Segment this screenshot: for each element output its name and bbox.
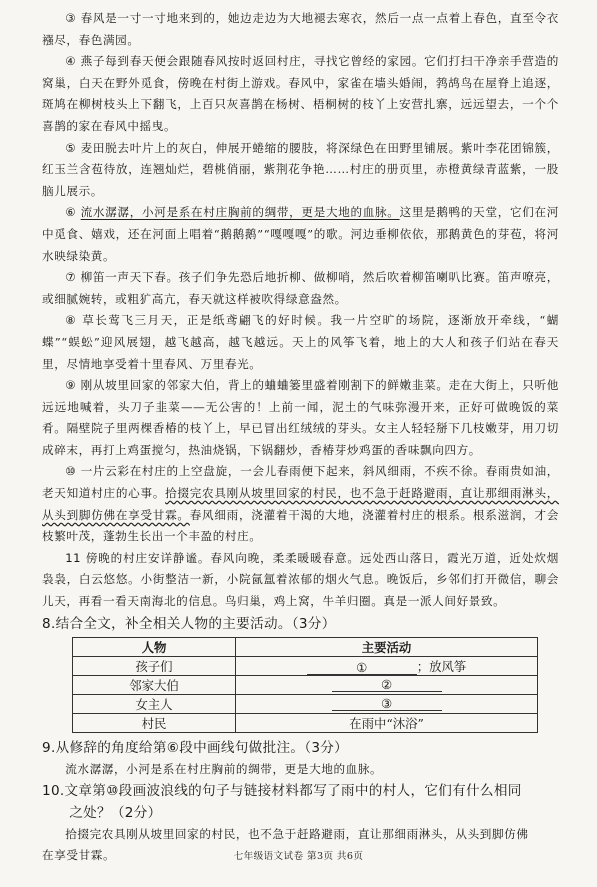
- header-activity: 主要活动: [236, 637, 538, 656]
- paragraph-4: ④ 燕子每到春天便会跟随春风按时返回村庄，寻找它曾经的家园。它们打扫干净亲手营造的窝巢，白天在野外觅食，傍晚在村街上游戏。春风中，家雀在墙头婚闹，鹁鸪鸟在屋脊上追逐，斑鸠在柳树枝头上下翻飞，上百只灰喜鹊在杨树、梧桐树的枝丫上安营扎寨，远远望去，一个个喜鹊的家在春风中摇曳。: [42, 54, 559, 133]
- activity-cell: [236, 675, 538, 694]
- table-row: [73, 713, 538, 732]
- table-header-row: [73, 637, 538, 656]
- paragraph-9: ⑨ 刚从坡里回家的邻家大伯，背上的蛐蛐篓里盛着刚割下的鲜嫩韭菜。走在大街上，只听他远远地喊着，头刀子韭菜——无公害的！上前一闻，泥土的气味弥漫开来，正好可做晚饭的菜肴。隔壁院子里两棵香椿的枝丫上，早已冒出红绒绒的芽头。女主人轻轻掰下几枝嫩芽，用刀切成碎末，再打上鸡蛋搅匀，热油烧锅，下锅翻炒，香椿芽炒鸡蛋的香味飘向四方。: [42, 378, 559, 457]
- paragraph-6: ⑥ 流水潺潺，小河是系在村庄胸前的绸带，更是大地的血脉。这里是鹅鸭的天堂，它们在河中觅食、嬉戏，还在河面上唱着“鹅鹅鹅”“嘎嘎嘎”的歌。河边垂柳依依，那鹅黄色的芽苞，将河水映绿染黄。: [42, 205, 559, 263]
- question-10-quote-line2: 在享受甘霖。: [42, 847, 116, 862]
- reading-passage: [42, 8, 559, 613]
- table-row: [73, 656, 538, 675]
- paragraph-10: ⑩ 一片云彩在村庄的上空盘旋，一会儿春雨便下起来，斜风细雨，不疾不徐。春雨贵如油，老天知道村庄的心事。拾掇完农具刚从坡里回家的村民，也不急于赶路避雨，直让那细雨淋头，从头到脚仿佛在享受甘霖。春风细雨，浇灌着干渴的大地，浇灌着村庄的根系。根系滋润，才会枝繁叶茂，蓬勃生长出一个丰盈的村庄。: [42, 464, 559, 544]
- activities-table: [72, 637, 538, 733]
- question-10-title-line1: 10.文章第⑩段画波浪线的句子与链接材料都写了雨中的村人，它们有什么相同: [42, 782, 522, 799]
- question-10-title-line2: 之处？（2分）: [69, 804, 162, 821]
- paragraph-11: 11 傍晚的村庄安详静谧。春风向晚，柔柔暖暖春意。远处西山落日，霞光万道，近处炊烟袅袅，白云悠悠。小街整洁一新，小院氤氲着浓郁的烟火气息。晚饭后，乡邻们打开微信，聊会儿天，再看一看天南海北的信息。鸟归巢，鸡上窝，牛羊归圈。真是一派人间好景致。: [42, 550, 559, 609]
- question-9-title: 9.从修辞的角度给第⑥段中画线句做批注。（3分）: [42, 739, 349, 756]
- person-cell: 邻家大伯: [73, 675, 236, 694]
- answer-blank[interactable]: ①: [307, 660, 417, 675]
- activity-cell: 在雨中“沐浴”: [236, 713, 538, 732]
- answer-blank[interactable]: ②: [332, 677, 442, 692]
- question-9-quote: 流水潺潺，小河是系在村庄胸前的绸带，更是大地的血脉。: [65, 761, 383, 776]
- underlined-sentence: 流水潺潺，小河是系在村庄胸前的绸带，更是大地的血脉。: [80, 205, 400, 220]
- question-8-title: 8.结合全文，补全相关人物的主要活动。（3分）: [42, 615, 336, 632]
- activity-cell: [236, 694, 538, 713]
- person-cell: 村民: [73, 713, 236, 732]
- person-cell: 孩子们: [73, 656, 236, 675]
- paragraph-7: ⑦ 柳笛一声天下春。孩子们争先恐后地折柳、做柳哨，然后吹着柳笛喇叭比赛。笛声嘹亮，或细腻婉转，或粗犷高亢，春天就这样被吹得绿意盎然。: [42, 270, 559, 306]
- table-row: [73, 675, 538, 694]
- table-row: [73, 694, 538, 713]
- answer-blank[interactable]: ③: [332, 696, 442, 711]
- person-cell: 女主人: [73, 694, 236, 713]
- question-10-quote-line1: 拾掇完农具刚从坡里回家的村民，也不急于赶路避雨，直让那细雨淋头，从头到脚仿佛: [65, 826, 529, 841]
- paragraph-8: ⑧ 草长莺飞三月天，正是纸鸢翩飞的好时候。我一片空旷的场院，逐渐放开牵线，“蝴蝶”“蜈蚣”迎风展翅，越飞越高，越飞越远。天上的风筝飞着，地上的大人和孩子们站在春天里，尽情地享受着十里春风、万里春光。: [42, 313, 559, 371]
- page-footer: 七年级语文试卷 第3页 共6页: [233, 851, 364, 862]
- paragraph-5: ⑤ 麦田脱去叶片上的灰白，伸展开蜷缩的腰肢，将深绿色在田野里铺展。紫叶李花团锦簇，红玉兰含苞待放，连翘灿烂，碧桃俏丽，紫荆花争艳……村庄的册页里，赤橙黄绿青蓝紫，一股脑儿展示。: [42, 140, 559, 198]
- paragraph-3: ③ 春风是一寸一寸地来到的，她边走边为大地褪去寒衣，然后一点一点着上春色，直至令衣襁尽，春色满园。: [42, 11, 559, 47]
- activity-cell: ① ；放风筝: [236, 656, 538, 675]
- header-person: 人物: [73, 637, 236, 656]
- wavy-underlined-sentence: 拾掇完农具刚从坡里回家的村民，也不急于赶路避雨，直让那细雨淋头，从头到脚仿佛在享受甘霖。: [42, 486, 559, 522]
